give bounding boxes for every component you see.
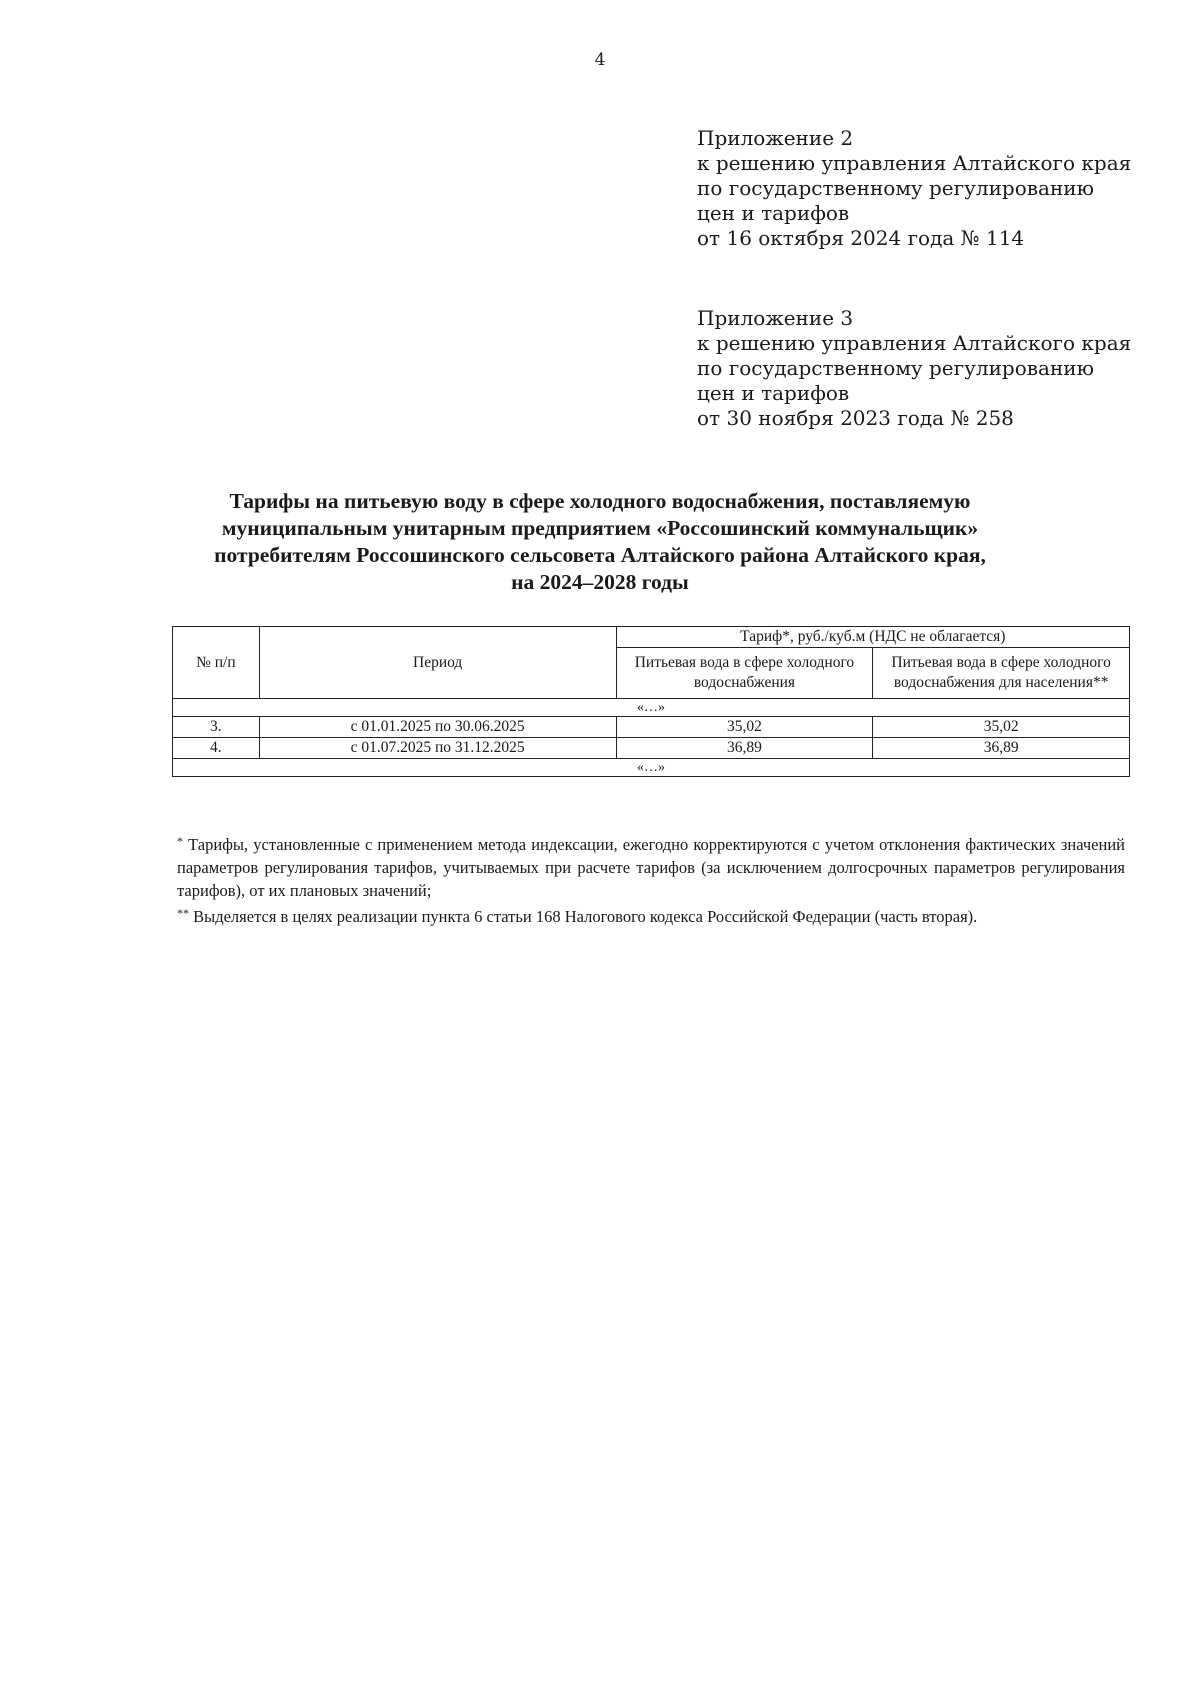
table-row-ellipsis <box>173 699 1130 717</box>
header-number: № п/п <box>173 627 260 699</box>
footnote-2-text: Выделяется в целях реализации пункта 6 статьи 168 Налогового кодекса Российской Федерации (часть вторая). <box>193 907 978 926</box>
table-row <box>173 717 1130 738</box>
header-drinking-water-population: Питьевая вода в сфере холодного водоснабжения для населения** <box>873 648 1130 699</box>
appendix-3-line: от 30 ноября 2023 года № 258 <box>697 406 1014 430</box>
row-period: с 01.01.2025 по 30.06.2025 <box>259 717 616 738</box>
row-number: 3. <box>173 717 260 738</box>
appendix-2-header <box>697 126 1167 251</box>
document-title <box>140 488 1060 596</box>
title-line: на 2024–2028 годы <box>511 570 689 594</box>
footnote-1-text: Тарифы, установленные с применением метода индексации, ежегодно корректируются с учетом отклонения фактических значений параметров регулирования тарифов, учитываемых при расчете тарифов (за исключением долгосрочных параметров регулирования тарифов), от их плановых значений; <box>177 835 1125 900</box>
appendix-2-line: по государственному регулированию <box>697 176 1095 200</box>
header-tariff: Тариф*, руб./куб.м (НДС не облагается) <box>616 627 1129 648</box>
footnotes <box>177 830 1125 928</box>
page-number: 4 <box>594 50 606 70</box>
appendix-2-line: от 16 октября 2024 года № 114 <box>697 226 1025 250</box>
table-header-row <box>173 627 1130 648</box>
footnote-1-mark: * <box>177 834 183 848</box>
appendix-3-header <box>697 306 1167 431</box>
appendix-3-line: Приложение 3 <box>697 306 854 330</box>
header-period: Период <box>259 627 616 699</box>
row-tariff-a: 35,02 <box>616 717 873 738</box>
ellipsis-cell: «…» <box>173 759 1130 777</box>
appendix-2-line: Приложение 2 <box>697 126 854 150</box>
appendix-2-line: к решению управления Алтайского края <box>697 151 1132 175</box>
footnote-1 <box>177 830 1125 902</box>
row-tariff-b: 36,89 <box>873 738 1130 759</box>
title-line: Тарифы на питьевую воду в сфере холодного водоснабжения, поставляемую <box>229 489 971 513</box>
title-line: муниципальным унитарным предприятием «Россошинский коммунальщик» <box>221 516 979 540</box>
appendix-3-line: к решению управления Алтайского края <box>697 331 1132 355</box>
footnote-2 <box>177 902 1125 928</box>
row-tariff-b: 35,02 <box>873 717 1130 738</box>
appendix-2-line: цен и тарифов <box>697 201 850 225</box>
row-tariff-a: 36,89 <box>616 738 873 759</box>
table-row-ellipsis <box>173 759 1130 777</box>
ellipsis-cell: «…» <box>173 699 1130 717</box>
appendix-3-line: по государственному регулированию <box>697 356 1095 380</box>
footnote-2-mark: ** <box>177 906 189 920</box>
tariff-table <box>172 626 1130 777</box>
table-row <box>173 738 1130 759</box>
row-period: с 01.07.2025 по 31.12.2025 <box>259 738 616 759</box>
row-number: 4. <box>173 738 260 759</box>
title-line: потребителям Россошинского сельсовета Алтайского района Алтайского края, <box>214 543 986 567</box>
header-drinking-water: Питьевая вода в сфере холодного водоснабжения <box>616 648 873 699</box>
appendix-3-line: цен и тарифов <box>697 381 850 405</box>
